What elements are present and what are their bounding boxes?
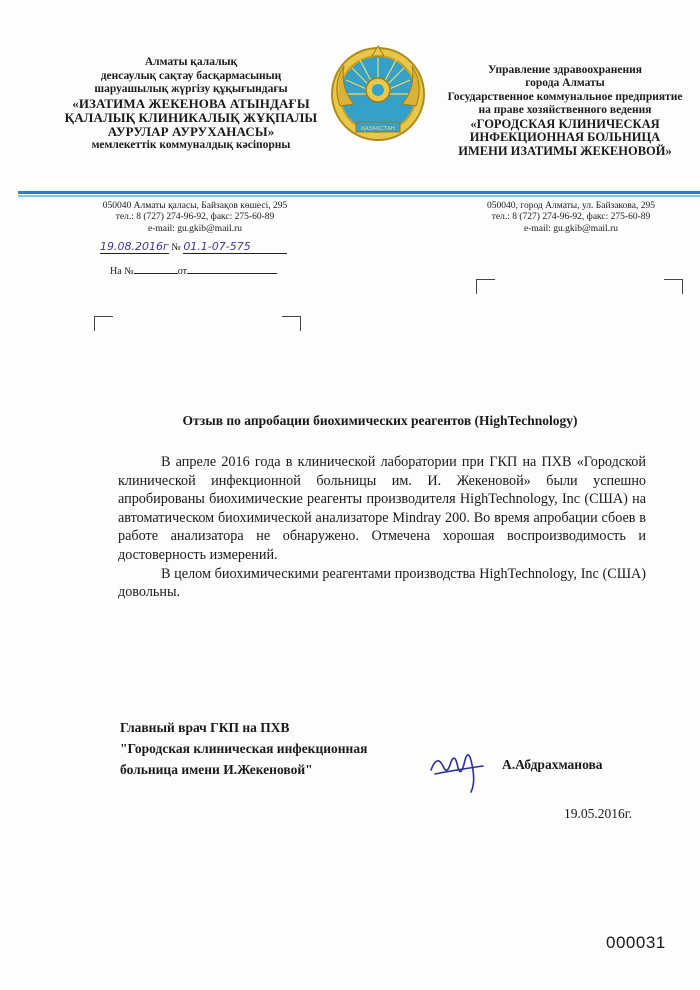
reg-number-prefix: № [171,242,181,253]
document-number: 000031 [606,933,666,952]
contacts-left-phone: тел.: 8 (727) 274-96-92, факс: 275-60-89 [115,212,275,223]
contacts-left-email: e-mail: gu.gkib@mail.ru [148,223,242,234]
contacts-right [446,201,696,235]
reg-number: 01.1-07-575 [183,240,251,253]
contacts-left [70,201,320,235]
header-left-line1: Алматы қалалық [144,56,238,68]
header-right-line7: ИМЕНИ ИЗАТИМЫ ЖЕКЕНОВОЙ» [458,143,672,158]
contacts-right-address: 050040, город Алматы, ул. Байзакова, 295 [487,201,655,211]
contacts-left-address: 050040 Алматы қаласы, Байзақов көшесі, 295 [102,201,288,211]
header-left-line3: шаруашылық жүргізу құқығындағы [94,83,288,96]
recipient-bracket-top-left [476,279,495,294]
header-left-line7: мемлекеттік коммуналдық кәсіпорны [91,139,291,152]
na-label: На № [110,266,134,277]
reg-date: 19.08.2016г [100,240,169,253]
outgoing-registration [100,240,300,254]
header-left-line5: ҚАЛАЛЫҚ КЛИНИКАЛЫҚ ЖҰҚПАЛЫ [64,109,318,125]
header-right-line6: ИНФЕКЦИОННАЯ БОЛЬНИЦА [469,130,661,145]
state-emblem-icon [326,44,430,148]
emblem-label: ҚАЗАҚСТАН [361,126,395,132]
handwritten-signature-icon [425,740,495,795]
header-right-line2: города Алматы [525,77,605,90]
contacts-right-phone: тел.: 8 (727) 274-96-92, факс: 275-60-89 [491,212,651,223]
signature-block [120,717,440,780]
ot-label: от [177,266,187,277]
header-right-russian [432,64,698,158]
header-right-line5: «ГОРОДСКАЯ КЛИНИЧЕСКАЯ [470,116,660,131]
incoming-reference [110,266,300,277]
contacts-right-email: e-mail: gu.gkib@mail.ru [524,223,618,234]
header-right-line3: Государственное коммунальное предприятие [447,90,683,103]
address-bracket-top-right [282,316,301,331]
document-body [118,453,646,602]
header-left-line2: денсаулық сақтау басқармасының [100,69,282,82]
signer-position: Главный врач ГКП на ПХВ [120,720,290,735]
header-divider-light [18,195,700,197]
document-title: Отзыв по апробации биохимических реагентов (HighTechnology) [182,413,578,428]
signature-date: 19.05.2016г. [564,806,633,821]
signer-org-line2: больница имени И.Жекеновой" [120,762,313,777]
header-left-line4: «ИЗАТИМА ЖЕКЕНОВА АТЫНДАҒЫ [72,95,310,111]
address-bracket-top-left [94,316,113,331]
body-paragraph-2: В целом биохимическими реагентами производства HighTechnology, Inc (США) довольны. [118,565,646,601]
header-divider-dark [18,191,700,194]
recipient-bracket-top-right [664,279,683,294]
header-left-line6: АУРУЛАР АУРУХАНАСЫ» [107,124,275,140]
header-right-line4: на праве хозяйственного ведения [478,104,652,117]
signer-org-line1: "Городская клиническая инфекционная [120,741,368,756]
header-left-kazakh [60,56,322,153]
header-right-line1: Управление здравоохранения [488,64,642,76]
body-paragraph-1: В апреле 2016 года в клинической лаборатории при ГКП на ПХВ «Городской клинической инфекционной больницы им. И. Жекеновой» были успешно апробированы биохимические реагенты производителя HighTechnology, Inc (США) на автоматическом биохимической анализаторе Mindray 200. Во время апробации сбоев в работе анализатора не обнаружено. Отмечена хорошая воспроизводимость и достоверность измерений. [118,454,646,563]
signer-name: А.Абдрахманова [502,757,603,772]
